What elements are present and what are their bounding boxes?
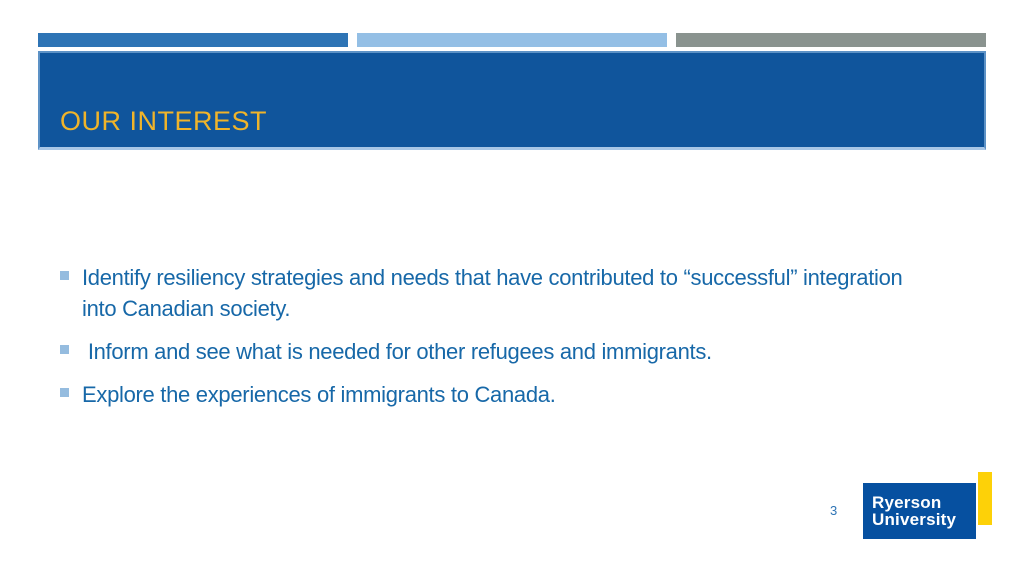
logo-text-line1: Ryerson (872, 493, 942, 512)
accent-bar-gray (676, 33, 986, 47)
slide-title: OUR INTEREST (60, 106, 268, 136)
bullet-text: Explore the experiences of immigrants to Canada. (82, 382, 556, 407)
bullet-text: Inform and see what is needed for other refugees and immigrants. (82, 339, 712, 364)
logo-yellow-bar (978, 472, 992, 525)
logo-text-line2: University (872, 510, 957, 529)
bullet-list (60, 262, 916, 422)
header-accent-bars (38, 33, 986, 47)
bullet-text: Identify resiliency strategies and needs that have contributed to “successful” integration into Canadian society. (82, 265, 909, 321)
bullet-item (60, 336, 916, 367)
title-band (38, 51, 986, 150)
bullet-item (60, 262, 916, 324)
bullet-item (60, 379, 916, 410)
accent-bar-blue (38, 33, 348, 47)
square-bullet-icon (60, 271, 69, 280)
square-bullet-icon (60, 388, 69, 397)
logo-blue-box (863, 483, 976, 539)
accent-bar-light-blue (357, 33, 667, 47)
square-bullet-icon (60, 345, 69, 354)
ryerson-university-logo (863, 472, 993, 539)
page-number: 3 (830, 503, 838, 518)
